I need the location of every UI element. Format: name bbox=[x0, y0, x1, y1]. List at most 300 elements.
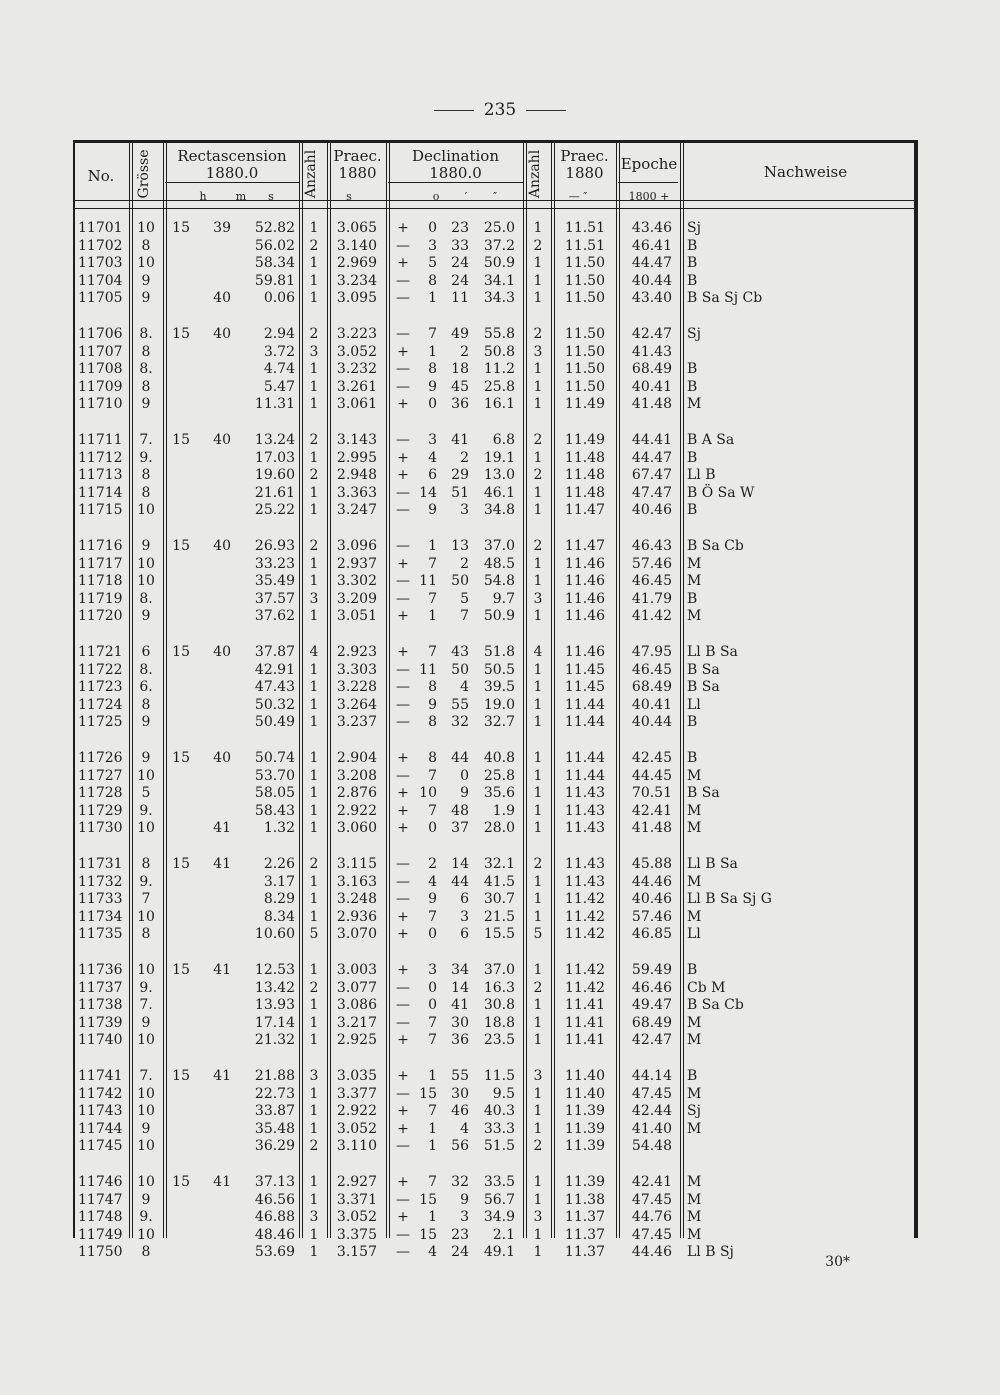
cell-a2: 2 bbox=[533, 467, 543, 483]
cell-p: 3.157 bbox=[336, 1244, 377, 1260]
cell-ep: 45.88 bbox=[631, 856, 672, 872]
cell-nw: B Sa bbox=[687, 785, 720, 801]
cell-a: 1 bbox=[309, 908, 319, 925]
cell-d: 9 bbox=[428, 696, 437, 713]
cell-ep: 47.95 bbox=[631, 644, 672, 660]
cell-a2: 2 bbox=[533, 979, 543, 996]
cell-dm: 4 bbox=[460, 679, 469, 695]
table-row bbox=[73, 803, 918, 820]
cell-no: 11701 bbox=[78, 220, 123, 236]
cell-sign: — bbox=[396, 538, 410, 554]
cell-a2: 1 bbox=[533, 1120, 543, 1137]
cell-sign: + bbox=[397, 1032, 409, 1048]
cell-a2: 1 bbox=[533, 802, 543, 819]
cell-a: 1 bbox=[309, 891, 319, 907]
cell-a: 1 bbox=[309, 714, 319, 730]
cell-s: 46.56 bbox=[254, 1191, 295, 1208]
cell-a: 1 bbox=[309, 820, 319, 836]
cell-g: 7 bbox=[141, 891, 151, 907]
cell-a2: 2 bbox=[533, 326, 543, 342]
cell-g: 10 bbox=[137, 962, 155, 978]
cell-ep: 44.46 bbox=[631, 1244, 672, 1260]
cell-no: 11749 bbox=[78, 1226, 123, 1243]
cell-p2: 11.46 bbox=[564, 608, 605, 624]
cell-p2: 11.42 bbox=[564, 979, 605, 996]
cell-m: 40 bbox=[213, 538, 231, 554]
cell-dm: 44 bbox=[451, 873, 469, 890]
cell-ep: 41.48 bbox=[631, 820, 672, 836]
cell-p2: 11.46 bbox=[564, 644, 605, 660]
cell-ep: 42.41 bbox=[631, 802, 672, 819]
cell-a2: 3 bbox=[533, 1068, 543, 1084]
cell-a2: 1 bbox=[533, 220, 543, 236]
cell-a: 1 bbox=[309, 1120, 319, 1137]
cell-dm: 56 bbox=[451, 1138, 469, 1154]
header-groesse: Grösse bbox=[136, 149, 152, 199]
cell-g: 6. bbox=[139, 679, 153, 695]
cell-nw: M bbox=[687, 1032, 702, 1048]
epoche-subheader-rule bbox=[618, 182, 678, 183]
cell-p: 3.086 bbox=[336, 997, 377, 1013]
cell-a2: 1 bbox=[533, 767, 543, 784]
cell-s: 13.42 bbox=[254, 979, 295, 996]
cell-ds: 34.3 bbox=[483, 290, 515, 306]
cell-ds: 34.1 bbox=[483, 272, 515, 289]
cell-ds: 41.5 bbox=[483, 873, 515, 890]
cell-s: 1.32 bbox=[263, 820, 295, 836]
cell-a: 1 bbox=[309, 1014, 319, 1031]
cell-d: 7 bbox=[428, 767, 437, 784]
cell-no: 11718 bbox=[78, 573, 123, 589]
cell-d: 3 bbox=[428, 432, 437, 448]
cell-s: 2.26 bbox=[263, 856, 295, 872]
cell-no: 11716 bbox=[78, 538, 123, 554]
cell-sign: — bbox=[396, 767, 410, 784]
cell-a2: 5 bbox=[533, 926, 543, 942]
cell-nw: M bbox=[687, 767, 702, 784]
cell-sign: — bbox=[396, 856, 410, 872]
cell-s: 3.72 bbox=[263, 343, 295, 360]
cell-p2: 11.50 bbox=[564, 255, 605, 271]
table-row bbox=[73, 997, 918, 1014]
footnote: 30* bbox=[825, 1254, 850, 1270]
cell-g: 8. bbox=[139, 590, 153, 607]
cell-a: 1 bbox=[309, 608, 319, 624]
cell-ep: 44.47 bbox=[631, 449, 672, 466]
cell-ds: 16.3 bbox=[483, 979, 515, 996]
cell-p2: 11.50 bbox=[564, 361, 605, 377]
cell-p2: 11.50 bbox=[564, 343, 605, 360]
cell-s: 19.60 bbox=[254, 467, 295, 483]
cell-p: 3.052 bbox=[336, 1120, 377, 1137]
cell-no: 11738 bbox=[78, 997, 123, 1013]
header-nachweise: Nachweise bbox=[763, 163, 848, 181]
cell-g: 9 bbox=[141, 1191, 151, 1208]
cell-sign: — bbox=[396, 1014, 410, 1031]
cell-a: 1 bbox=[309, 449, 319, 466]
cell-ep: 46.43 bbox=[631, 538, 672, 554]
cell-nw: Sj bbox=[687, 220, 701, 236]
cell-nw: M bbox=[687, 873, 702, 890]
cell-p2: 11.50 bbox=[564, 378, 605, 395]
cell-ds: 37.0 bbox=[483, 538, 515, 554]
cell-g: 8 bbox=[141, 1244, 151, 1260]
cell-a: 1 bbox=[309, 255, 319, 271]
cell-no: 11744 bbox=[78, 1120, 123, 1137]
cell-a: 1 bbox=[309, 220, 319, 236]
cell-g: 8. bbox=[139, 361, 153, 377]
cell-p2: 11.48 bbox=[564, 484, 605, 501]
cell-ds: 19.0 bbox=[483, 696, 515, 713]
cell-h: 15 bbox=[172, 326, 190, 342]
cell-nw: B Sa Cb bbox=[687, 538, 744, 554]
cell-ep: 42.41 bbox=[631, 1174, 672, 1190]
cell-m: 40 bbox=[213, 432, 231, 448]
header-praec-unit: s bbox=[346, 190, 352, 203]
cell-d: 7 bbox=[428, 590, 437, 607]
cell-a: 1 bbox=[309, 962, 319, 978]
header-epoche: Epoche bbox=[620, 155, 678, 173]
cell-no: 11706 bbox=[78, 326, 123, 342]
table-row bbox=[73, 450, 918, 467]
cell-ep: 49.47 bbox=[631, 997, 672, 1013]
cell-ep: 46.45 bbox=[631, 573, 672, 589]
cell-sign: — bbox=[396, 997, 410, 1013]
cell-no: 11741 bbox=[78, 1068, 123, 1084]
cell-sign: — bbox=[396, 590, 410, 607]
cell-a2: 1 bbox=[533, 962, 543, 978]
table-row bbox=[73, 273, 918, 290]
table-row bbox=[73, 1015, 918, 1032]
cell-nw: Ll B Sa bbox=[687, 856, 738, 872]
cell-no: 11730 bbox=[78, 820, 123, 836]
cell-g: 8 bbox=[141, 378, 151, 395]
cell-g: 8 bbox=[141, 484, 151, 501]
cell-ep: 68.49 bbox=[631, 1014, 672, 1031]
cell-d: 1 bbox=[428, 1138, 437, 1154]
cell-p2: 11.39 bbox=[564, 1103, 605, 1119]
cell-sign: — bbox=[396, 272, 410, 289]
cell-d: 1 bbox=[428, 1120, 437, 1137]
cell-d: 9 bbox=[428, 891, 437, 907]
cell-s: 58.34 bbox=[254, 255, 295, 271]
cell-ep: 47.45 bbox=[631, 1226, 672, 1243]
cell-ds: 15.5 bbox=[483, 926, 515, 942]
cell-p2: 11.44 bbox=[564, 767, 605, 784]
cell-sign: — bbox=[396, 891, 410, 907]
cell-no: 11728 bbox=[78, 785, 123, 801]
cell-nw: M bbox=[687, 608, 702, 624]
cell-d: 4 bbox=[428, 449, 437, 466]
cell-g: 10 bbox=[137, 555, 155, 572]
table-row bbox=[73, 1192, 918, 1209]
cell-a: 1 bbox=[309, 573, 319, 589]
cell-dm: 49 bbox=[451, 326, 469, 342]
cell-d: 1 bbox=[428, 290, 437, 306]
cell-dm: 36 bbox=[451, 396, 469, 412]
cell-p2: 11.51 bbox=[564, 237, 605, 254]
cell-d: 7 bbox=[428, 1014, 437, 1031]
star-catalogue-table bbox=[73, 140, 918, 1260]
cell-ds: 37.2 bbox=[483, 237, 515, 254]
table-row bbox=[73, 1086, 918, 1103]
cell-s: 21.88 bbox=[254, 1068, 295, 1084]
table-row bbox=[73, 1121, 918, 1138]
cell-p2: 11.42 bbox=[564, 926, 605, 942]
cell-p2: 11.43 bbox=[564, 785, 605, 801]
cell-d: 4 bbox=[428, 1244, 437, 1260]
cell-ep: 40.46 bbox=[631, 891, 672, 907]
cell-a: 2 bbox=[309, 979, 319, 996]
cell-p: 2.922 bbox=[336, 1103, 377, 1119]
cell-p: 3.237 bbox=[336, 714, 377, 730]
cell-d: 9 bbox=[428, 378, 437, 395]
cell-dm: 0 bbox=[460, 767, 469, 784]
table-row bbox=[73, 820, 918, 837]
cell-p: 3.377 bbox=[336, 1085, 377, 1102]
cell-dm: 2 bbox=[460, 555, 469, 572]
cell-d: 15 bbox=[419, 1191, 437, 1208]
cell-s: 53.69 bbox=[254, 1244, 295, 1260]
table-row bbox=[73, 220, 918, 237]
cell-sign: + bbox=[397, 1120, 409, 1137]
cell-ds: 55.8 bbox=[483, 326, 515, 342]
cell-p2: 11.41 bbox=[564, 997, 605, 1013]
cell-g: 10 bbox=[137, 1226, 155, 1243]
cell-a2: 1 bbox=[533, 873, 543, 890]
cell-a: 1 bbox=[309, 396, 319, 412]
cell-nw: M bbox=[687, 1014, 702, 1031]
cell-h: 15 bbox=[172, 750, 190, 766]
cell-sign: — bbox=[396, 290, 410, 306]
cell-ds: 25.8 bbox=[483, 767, 515, 784]
cell-p2: 11.44 bbox=[564, 714, 605, 730]
cell-a2: 1 bbox=[533, 396, 543, 412]
cell-nw: Ll bbox=[687, 926, 701, 942]
cell-g: 10 bbox=[137, 573, 155, 589]
cell-no: 11726 bbox=[78, 750, 123, 766]
cell-s: 13.24 bbox=[254, 432, 295, 448]
cell-s: 50.49 bbox=[254, 714, 295, 730]
header-bottom-rule bbox=[73, 208, 918, 209]
cell-ds: 34.9 bbox=[483, 1209, 515, 1225]
cell-s: 35.48 bbox=[254, 1120, 295, 1137]
cell-nw: M bbox=[687, 396, 702, 412]
cell-p: 3.051 bbox=[336, 608, 377, 624]
cell-p2: 11.46 bbox=[564, 573, 605, 589]
cell-a2: 1 bbox=[533, 1174, 543, 1190]
cell-p2: 11.37 bbox=[564, 1244, 605, 1260]
cell-nw: Sj bbox=[687, 326, 701, 342]
cell-g: 10 bbox=[137, 255, 155, 271]
cell-ep: 44.46 bbox=[631, 873, 672, 890]
cell-ds: 40.3 bbox=[483, 1103, 515, 1119]
cell-p2: 11.50 bbox=[564, 272, 605, 289]
cell-p: 2.948 bbox=[336, 467, 377, 483]
cell-no: 11731 bbox=[78, 856, 123, 872]
cell-a2: 3 bbox=[533, 590, 543, 607]
table-row bbox=[73, 662, 918, 679]
cell-p2: 11.51 bbox=[564, 220, 605, 236]
cell-sign: + bbox=[397, 1068, 409, 1084]
cell-ds: 50.9 bbox=[483, 255, 515, 271]
cell-a2: 4 bbox=[533, 644, 543, 660]
cell-dm: 46 bbox=[451, 1103, 469, 1119]
table-row bbox=[73, 608, 918, 625]
cell-g: 8 bbox=[141, 343, 151, 360]
cell-nw: Ll B Sa Sj G bbox=[687, 891, 772, 907]
cell-a2: 1 bbox=[533, 696, 543, 713]
cell-p: 3.110 bbox=[336, 1138, 377, 1154]
cell-ds: 6.8 bbox=[492, 432, 515, 448]
cell-p: 3.140 bbox=[336, 237, 377, 254]
cell-dm: 3 bbox=[460, 908, 469, 925]
cell-a2: 1 bbox=[533, 1085, 543, 1102]
cell-a: 1 bbox=[309, 1174, 319, 1190]
cell-p: 3.208 bbox=[336, 767, 377, 784]
cell-dm: 51 bbox=[451, 484, 469, 501]
cell-ep: 44.14 bbox=[631, 1068, 672, 1084]
cell-d: 10 bbox=[419, 785, 437, 801]
table-row bbox=[73, 1244, 918, 1261]
cell-ep: 47.45 bbox=[631, 1085, 672, 1102]
cell-sign: — bbox=[396, 1138, 410, 1154]
cell-ds: 1.9 bbox=[492, 802, 515, 819]
cell-p2: 11.44 bbox=[564, 696, 605, 713]
cell-p: 3.035 bbox=[336, 1068, 377, 1084]
cell-ds: 50.5 bbox=[483, 661, 515, 678]
cell-h: 15 bbox=[172, 432, 190, 448]
cell-g: 9 bbox=[141, 538, 151, 554]
table-row bbox=[73, 714, 918, 731]
cell-a2: 1 bbox=[533, 661, 543, 678]
cell-g: 10 bbox=[137, 820, 155, 836]
cell-a2: 1 bbox=[533, 785, 543, 801]
cell-s: 37.13 bbox=[254, 1174, 295, 1190]
cell-a: 1 bbox=[309, 272, 319, 289]
cell-no: 11736 bbox=[78, 962, 123, 978]
cell-h: 15 bbox=[172, 644, 190, 660]
cell-g: 5 bbox=[141, 785, 151, 801]
page-number-text: 235 bbox=[483, 100, 517, 120]
cell-s: 17.14 bbox=[254, 1014, 295, 1031]
cell-sign: + bbox=[397, 908, 409, 925]
cell-ep: 44.45 bbox=[631, 767, 672, 784]
cell-p2: 11.44 bbox=[564, 750, 605, 766]
cell-a: 2 bbox=[309, 326, 319, 342]
cell-nw: B bbox=[687, 272, 698, 289]
cell-ds: 46.1 bbox=[483, 484, 515, 501]
table-row bbox=[73, 1032, 918, 1049]
cell-no: 11734 bbox=[78, 908, 123, 925]
cell-p: 3.363 bbox=[336, 484, 377, 501]
cell-nw: M bbox=[687, 908, 702, 925]
cell-g: 9. bbox=[139, 873, 153, 890]
header-no: No. bbox=[87, 167, 115, 185]
cell-a2: 2 bbox=[533, 538, 543, 554]
cell-m: 40 bbox=[213, 750, 231, 766]
cell-h: 15 bbox=[172, 220, 190, 236]
cell-ep: 40.41 bbox=[631, 378, 672, 395]
cell-nw: Ll B bbox=[687, 467, 716, 483]
cell-ds: 16.1 bbox=[483, 396, 515, 412]
table-row bbox=[73, 785, 918, 802]
table-row bbox=[73, 290, 918, 307]
table-row bbox=[73, 1068, 918, 1085]
cell-ep: 47.45 bbox=[631, 1191, 672, 1208]
cell-p: 2.936 bbox=[336, 908, 377, 925]
cell-p2: 11.39 bbox=[564, 1138, 605, 1154]
cell-dm: 7 bbox=[460, 608, 469, 624]
cell-d: 0 bbox=[428, 979, 437, 996]
cell-s: 47.43 bbox=[254, 679, 295, 695]
cell-sign: — bbox=[396, 1191, 410, 1208]
cell-a2: 1 bbox=[533, 502, 543, 518]
cell-g: 10 bbox=[137, 767, 155, 784]
cell-a2: 1 bbox=[533, 449, 543, 466]
cell-d: 7 bbox=[428, 1174, 437, 1190]
cell-ds: 37.0 bbox=[483, 962, 515, 978]
cell-nw: B Sa Cb bbox=[687, 997, 744, 1013]
cell-d: 4 bbox=[428, 873, 437, 890]
cell-a: 1 bbox=[309, 997, 319, 1013]
cell-a: 1 bbox=[309, 361, 319, 377]
cell-m: 40 bbox=[213, 644, 231, 660]
cell-nw: B bbox=[687, 378, 698, 395]
cell-g: 9. bbox=[139, 979, 153, 996]
cell-d: 8 bbox=[428, 361, 437, 377]
cell-d: 5 bbox=[428, 255, 437, 271]
cell-sign: + bbox=[397, 962, 409, 978]
header-rectascension: Rectascension bbox=[177, 147, 287, 165]
cell-d: 1 bbox=[428, 1209, 437, 1225]
table-row bbox=[73, 573, 918, 590]
cell-ds: 49.1 bbox=[483, 1244, 515, 1260]
cell-g: 9 bbox=[141, 1014, 151, 1031]
cell-a: 2 bbox=[309, 432, 319, 448]
cell-p2: 11.49 bbox=[564, 396, 605, 412]
cell-no: 11714 bbox=[78, 484, 123, 501]
table-row bbox=[73, 538, 918, 555]
cell-no: 11724 bbox=[78, 696, 123, 713]
cell-g: 9 bbox=[141, 750, 151, 766]
table-row bbox=[73, 1209, 918, 1226]
cell-p: 3.371 bbox=[336, 1191, 377, 1208]
cell-p: 3.261 bbox=[336, 378, 377, 395]
cell-nw: B bbox=[687, 255, 698, 271]
cell-m: 40 bbox=[213, 326, 231, 342]
cell-d: 0 bbox=[428, 220, 437, 236]
cell-no: 11703 bbox=[78, 255, 123, 271]
cell-p: 3.223 bbox=[336, 326, 377, 342]
cell-p2: 11.38 bbox=[564, 1191, 605, 1208]
cell-d: 1 bbox=[428, 343, 437, 360]
cell-ep: 42.47 bbox=[631, 1032, 672, 1048]
cell-g: 9. bbox=[139, 1209, 153, 1225]
cell-dm: 55 bbox=[451, 1068, 469, 1084]
table-row bbox=[73, 502, 918, 519]
header-praec2-unit: — ″ bbox=[568, 190, 588, 203]
cell-ep: 40.44 bbox=[631, 714, 672, 730]
cell-sign: — bbox=[396, 237, 410, 254]
cell-a: 4 bbox=[309, 644, 319, 660]
cell-a: 1 bbox=[309, 661, 319, 678]
cell-p2: 11.37 bbox=[564, 1209, 605, 1225]
cell-sign: + bbox=[397, 926, 409, 942]
cell-d: 8 bbox=[428, 714, 437, 730]
cell-sign: + bbox=[397, 1174, 409, 1190]
cell-dm: 14 bbox=[451, 856, 469, 872]
